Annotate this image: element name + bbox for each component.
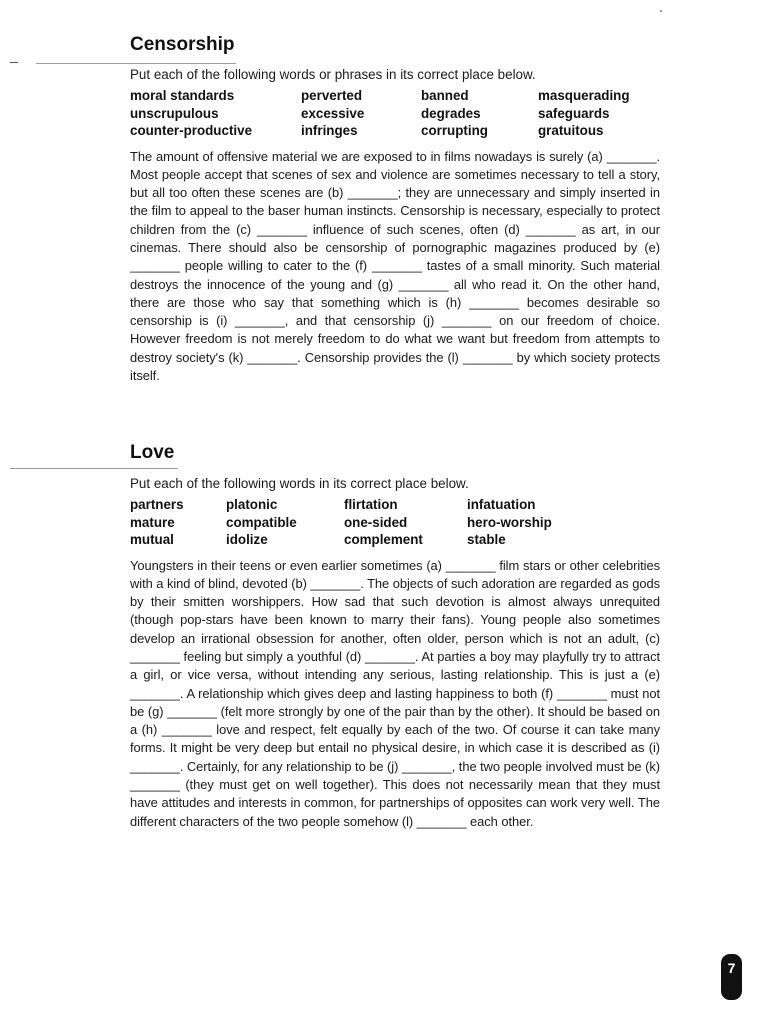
- word-bank-item: one-sided: [344, 514, 408, 530]
- instruction: Put each of the following words in its correct place below.: [130, 476, 469, 491]
- word-bank-item: stable: [467, 532, 506, 547]
- word-bank-item: partners: [130, 497, 184, 512]
- word-bank-item: counter-productive: [130, 123, 253, 138]
- word-bank-item: safeguards: [538, 105, 610, 121]
- word-bank-item: moral standards: [130, 88, 235, 103]
- word-bank-item: degrades: [421, 105, 481, 121]
- word-bank-item: mutual: [130, 532, 174, 547]
- word-bank-item: banned: [421, 88, 469, 103]
- word-bank-item: gratuitous: [538, 123, 604, 138]
- word-bank-item: mature: [130, 514, 175, 530]
- gap-fill-passage: The amount of offensive material we are exposed to in films nowadays is surely (a) _______. Most people accept that scenes of sex and violence are sometimes necessary to tell a story, but all too often these scenes are (b) _______; they are unnecessary and simply inserted in the film to appeal to the baser human instincts. Censorship is necessary, especially to protect children from the (c) _______ influence of such scenes, often (d) _______ as art, in our cinemas. There should also be censorship of pornographic magazines produced by (e) _______ people willing to cater to the (f) _______ tastes of a small minority. Such material destroys the innocence of the young and (g) _______ all who read it. On the other hand, there are those who say that something which is (h) _______ becomes desirable so censorship is (i) _______, and that censorship (j) _______ on our freedom of choice. However freedom is not merely freedom to do what we want but freedom from attempts to destroy society's (k) _______. Censorship provides the (l) _______ by which society protects itself.: [130, 148, 660, 384]
- word-bank: [130, 496, 660, 549]
- section-title: Censorship: [130, 34, 235, 55]
- scan-speck: [660, 10, 662, 12]
- word-bank-item: complement: [344, 532, 423, 547]
- word-bank-item: flirtation: [344, 497, 398, 512]
- section-title: Love: [130, 442, 175, 463]
- gap-fill-passage: Youngsters in their teens or even earlier sometimes (a) _______ film stars or other celebrities with a kind of blind, devoted (b) _______. The objects of such adoration are regarded as gods by their smitten worshippers. How sad that such devotion is almost always unrequited (though pop-stars have been known to marry their fans). Young people also sometimes develop an irrational obsession for another, often older, person which is not an adult, (c) _______ feeling but simply a youthful (d) _______. At parties a boy may playfully try to attract a girl, or vice versa, without intending any serious, lasting relationship. This is just a (e) _______. A relationship which gives deep and lasting happiness to both (f) _______ must not be (g) _______ (felt more strongly by one of the pair than by the other). It should be based on a (h) _______ love and respect, felt equally by each of the two. Of course it can take many forms. It might be very deep but entail no physical desire, in which case it is described as (i) _______. Certainly, for any relationship to be (j) _______, the two people involved must be (k) _______ (they must get on well together). This does not necessarily mean that they must have attitudes and interests in common, for partnerships of opposites can work very well. The different characters of the two people somehow (l) _______ each other.: [130, 557, 660, 829]
- word-bank-item: hero-worship: [467, 514, 552, 530]
- word-bank-item: compatible: [226, 514, 297, 530]
- word-bank-item: excessive: [301, 105, 365, 121]
- word-bank-item: corrupting: [421, 123, 488, 138]
- word-bank: [130, 87, 660, 140]
- word-bank-item: infringes: [301, 123, 358, 138]
- word-bank-item: infatuation: [467, 497, 536, 512]
- word-bank-item: platonic: [226, 497, 278, 512]
- word-bank-item: masquerading: [538, 88, 630, 103]
- instruction: Put each of the following words or phrases in its correct place below.: [130, 67, 536, 82]
- page-number: 7: [727, 960, 736, 976]
- page-number-tab: [721, 954, 742, 1000]
- word-bank-item: idolize: [226, 532, 268, 547]
- love-section: [130, 441, 660, 831]
- word-bank-item: perverted: [301, 88, 363, 103]
- word-bank-item: unscrupulous: [130, 105, 219, 121]
- margin-dash: [10, 62, 18, 63]
- censorship-section: [130, 33, 660, 385]
